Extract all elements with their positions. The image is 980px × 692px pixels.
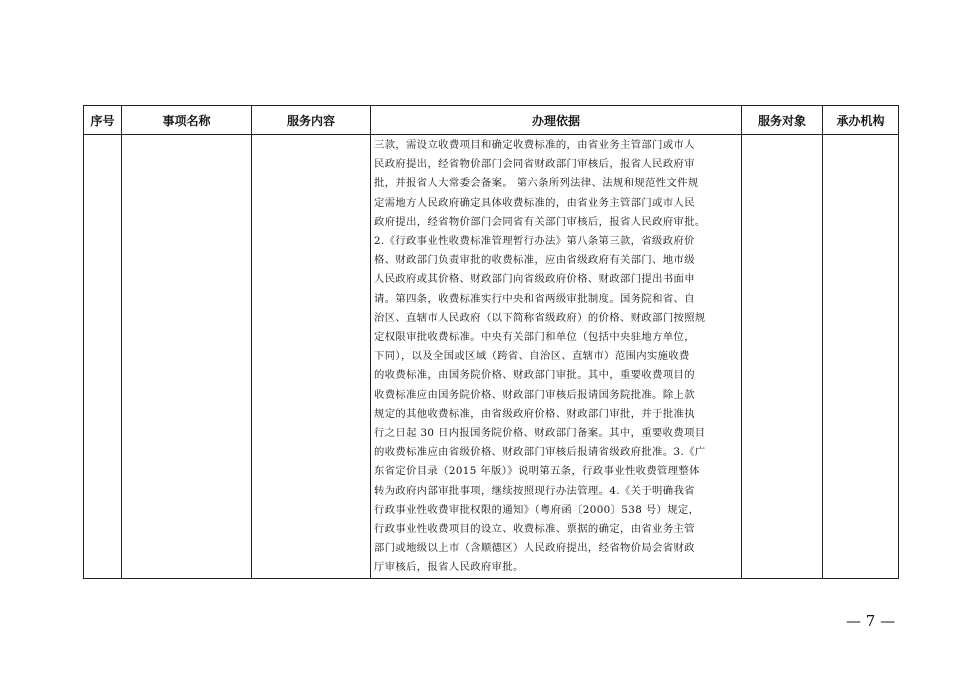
basis-line: 下同），以及全国或区域（跨省、自治区、直辖市）范围内实施收费 <box>374 350 690 363</box>
basis-line: 规定的其他收费标准，由省级政府价格、财政部门审批，并于批准执 <box>374 407 695 420</box>
cell-agency <box>823 135 899 579</box>
header-item-name: 事项名称 <box>122 106 252 135</box>
basis-line: 部门或地级以上市（含顺德区）人民政府提出，经省物价局会省财政 <box>374 542 695 555</box>
basis-line: 定需地方人民政府确定具体收费标准的，由省业务主管部门或市人民 <box>374 196 695 209</box>
basis-line: 政府提出，经省物价部门会同省有关部门审核后，报省人民政府审批。 <box>374 215 706 228</box>
header-seq: 序号 <box>84 106 122 135</box>
header-agency: 承办机构 <box>823 106 899 135</box>
basis-line: 2.《行政事业性收费标准管理暂行办法》第八条第三款，省级政府价 <box>374 235 695 248</box>
basis-line: 三款，需设立收费项目和确定收费标准的，由省业务主管部门或市人 <box>374 139 695 151</box>
basis-line: 的收费标准，由国务院价格、财政部门审批。其中，重要收费项目的 <box>374 369 695 382</box>
cell-service-content <box>252 135 371 579</box>
table-row <box>84 135 899 579</box>
basis-line: 转为政府内部审批事项，继续按照现行办法管理。4.《关于明确我省 <box>374 484 695 497</box>
basis-line: 厅审核后，报省人民政府审批。 <box>374 561 524 574</box>
header-row <box>84 106 899 135</box>
basis-line: 治区、直辖市人民政府（以下简称省级政府）的价格、财政部门按照规 <box>374 311 706 324</box>
basis-line: 批，并报省人大常委会备案。 第六条所列法律、法规和规范性文件规 <box>374 177 699 190</box>
header-service-content: 服务内容 <box>252 106 371 135</box>
basis-line: 行政事业性收费项目的设立、收费标准、票据的确定，由省业务主管 <box>374 523 695 536</box>
basis-line: 行之日起 30 日内报国务院价格、财政部门备案。其中，重要收费项目 <box>374 427 706 440</box>
service-items-table <box>83 105 899 579</box>
cell-seq <box>84 135 122 579</box>
cell-basis <box>371 135 742 579</box>
basis-line: 定权限审批收费标准。中央有关部门和单位（包括中央驻地方单位， <box>374 331 695 344</box>
basis-line: 行政事业性收费审批权限的通知》（粤府函〔2000〕538 号）规定， <box>374 503 700 516</box>
page-number: — 7 — <box>846 612 896 630</box>
cell-service-target <box>742 135 823 579</box>
header-basis: 办理依据 <box>371 106 742 135</box>
basis-line: 格、财政部门负责审批的收费标准，应由省级政府有关部门、地市级 <box>374 254 695 267</box>
basis-line: 东省定价目录（2015 年版）》说明第五条，行政事业性收费管理整体 <box>374 465 700 478</box>
cell-item-name <box>122 135 252 579</box>
basis-line: 的收费标准应由省级价格、财政部门审核后报请省级政府批准。3.《广 <box>374 446 706 459</box>
basis-line: 人民政府或其价格、财政部门向省级政府价格、财政部门提出书面申 <box>374 273 695 286</box>
basis-line: 民政府提出，经省物价部门会同省财政部门审核后，报省人民政府审 <box>374 158 695 171</box>
basis-line: 收费标准应由国务院价格、财政部门审核后报请国务院批准。除上款 <box>374 388 695 401</box>
basis-line: 请。第四条，收费标准实行中央和省两级审批制度。国务院和省、自 <box>374 292 695 305</box>
header-service-target: 服务对象 <box>742 106 823 135</box>
